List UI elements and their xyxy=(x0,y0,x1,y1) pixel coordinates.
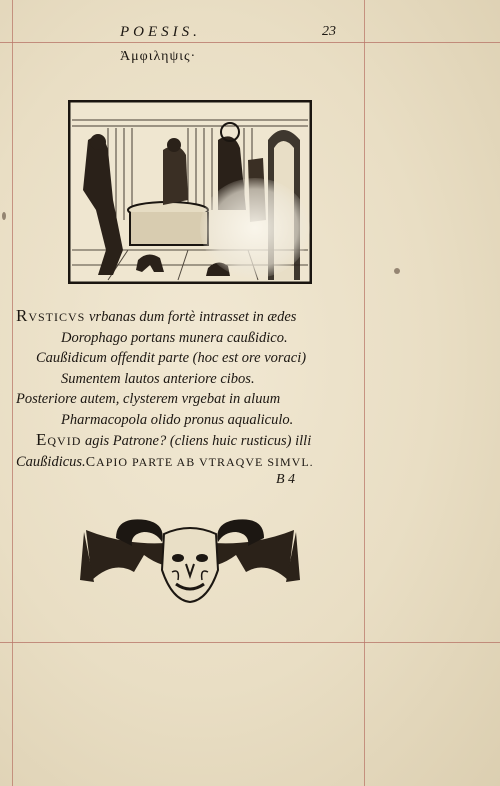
signature-mark: B 4 xyxy=(276,472,296,487)
emblem-title: Ἀμφιληψις· xyxy=(120,49,197,64)
epigram-verse xyxy=(16,306,366,473)
verse-line: Caußidicum offendit parte (hoc est ore voraci) xyxy=(36,350,307,366)
verse-line: Dorophago portans munera caußidico. xyxy=(61,329,288,346)
water-stain xyxy=(200,178,310,278)
ruled-line xyxy=(0,642,500,643)
verse-line: Pharmacopola olido pronus aqualiculo. xyxy=(61,411,294,428)
verse-line: Sumentem lautos anteriore cibos. xyxy=(61,370,255,387)
verse-line: RVSTICVS vrbanas dum fortè intrasset in ædes xyxy=(16,306,297,325)
verse-line: Caußidicus.CAPIO PARTE AB VTRAQVE SIMVL. xyxy=(16,453,314,470)
page-number: 23 xyxy=(322,24,336,39)
ram-mask-ornament-icon xyxy=(76,510,304,610)
verse-line: Posteriore autem, clysterem vrgebat in aluum xyxy=(16,391,281,407)
running-head: POESIS. xyxy=(120,24,201,40)
wormhole xyxy=(394,268,400,274)
ruled-line xyxy=(0,42,500,43)
wormhole xyxy=(2,212,6,220)
verse-line: EQVID agis Patrone? (cliens huic rusticus) illi xyxy=(36,430,312,449)
ruled-line xyxy=(12,0,13,786)
